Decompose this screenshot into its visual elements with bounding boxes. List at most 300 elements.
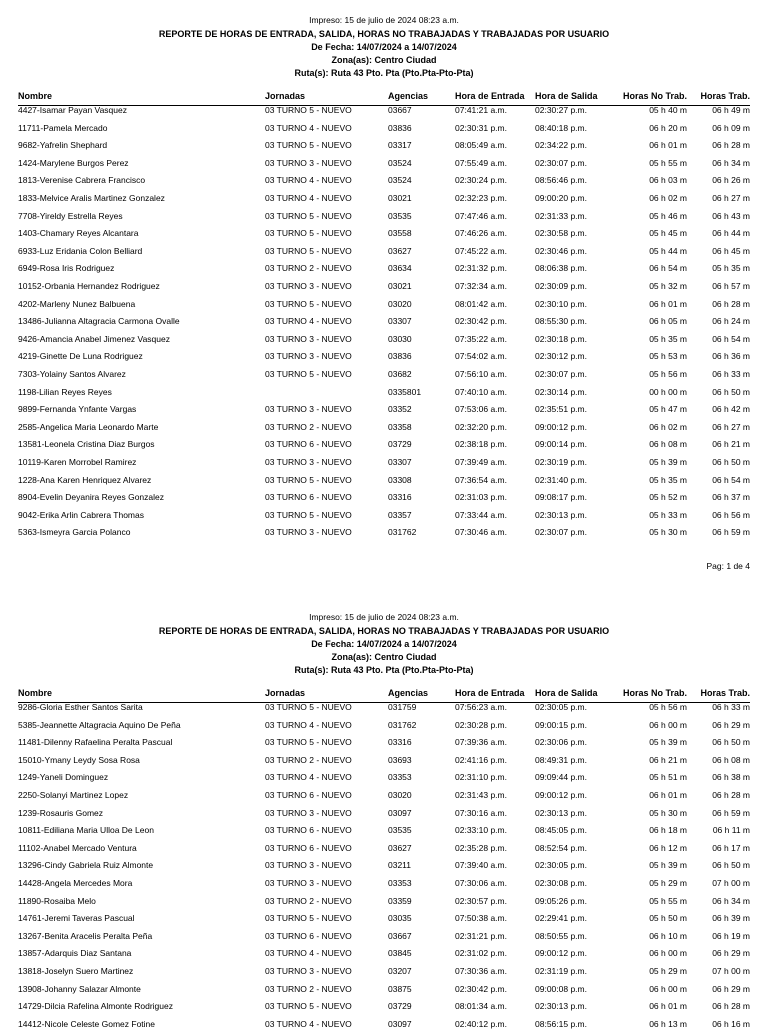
cell-out: 08:49:31 p.m. — [535, 754, 587, 765]
cell-not-worked: 05 h 40 m — [649, 105, 687, 115]
cell-not-worked: 05 h 30 m — [649, 527, 687, 538]
cell-in: 07:35:22 a.m. — [455, 333, 507, 344]
cell-in: 07:56:10 a.m. — [455, 369, 507, 379]
table-row — [0, 876, 768, 890]
cell-in: 02:31:21 p.m. — [455, 930, 507, 941]
cell-agency: 03836 — [388, 122, 412, 133]
cell-shift: 03 TURNO 3 - NUEVO — [265, 807, 352, 818]
cell-in: 02:30:57 p.m. — [455, 895, 507, 906]
cell-out: 02:29:41 p.m. — [535, 913, 587, 924]
cell-worked: 06 h 24 m — [712, 316, 750, 327]
cell-in: 07:30:06 a.m. — [455, 878, 507, 888]
cell-out: 02:30:07 p.m. — [535, 369, 587, 379]
cell-out: 09:00:20 p.m. — [535, 193, 587, 203]
cell-shift: 03 TURNO 5 - NUEVO — [265, 474, 352, 485]
routes-filter: Ruta(s): Ruta 43 Pto. Pta (Pto.Pta-Pto-Pta) — [294, 665, 474, 675]
cell-agency: 03535 — [388, 210, 412, 221]
cell-out: 02:30:27 p.m. — [535, 105, 587, 115]
cell-agency: 031762 — [388, 527, 417, 538]
cell-out: 08:52:54 p.m. — [535, 842, 587, 853]
cell-agency: 03035 — [388, 913, 412, 924]
cell-shift: 03 TURNO 5 - NUEVO — [265, 105, 352, 115]
cell-not-worked: 05 h 29 m — [649, 878, 687, 888]
cell-worked: 05 h 35 m — [712, 263, 750, 274]
cell-name: 11102-Anabel Mercado Ventura — [18, 842, 137, 853]
cell-in: 07:41:21 a.m. — [455, 105, 507, 115]
cell-worked: 06 h 26 m — [712, 175, 750, 186]
cell-name: 4427-Isamar Payan Vasquez — [18, 105, 127, 115]
cell-not-worked: 06 h 01 m — [649, 298, 687, 309]
cell-worked: 06 h 28 m — [712, 1001, 750, 1012]
table-row — [0, 261, 768, 275]
cell-shift: 03 TURNO 5 - NUEVO — [265, 509, 352, 520]
table-row — [0, 525, 768, 539]
cell-in: 07:39:40 a.m. — [455, 860, 507, 871]
cell-worked: 06 h 43 m — [712, 210, 750, 221]
cell-name: 13818-Joselyn Suero Martinez — [18, 966, 134, 976]
cell-not-worked: 05 h 55 m — [649, 157, 687, 168]
cell-out: 08:56:15 p.m. — [535, 1018, 587, 1029]
zones-filter: Zona(as): Centro Ciudad — [331, 652, 437, 662]
col-not-worked-header: Horas No Trab. — [622, 91, 687, 101]
cell-name: 13857-Adarquis Diaz Santana — [18, 948, 132, 959]
table-row — [0, 138, 768, 152]
cell-name: 9682-Yafrelin Shephard — [18, 140, 108, 151]
cell-in: 02:41:16 p.m. — [455, 754, 507, 765]
cell-agency: 03307 — [388, 316, 412, 327]
cell-shift: 03 TURNO 5 - NUEVO — [265, 737, 352, 748]
cell-name: 13296-Cindy Gabriela Ruiz Almonte — [18, 860, 154, 871]
cell-out: 08:56:46 p.m. — [535, 175, 587, 186]
cell-shift: 03 TURNO 5 - NUEVO — [265, 369, 352, 379]
cell-out: 09:00:12 p.m. — [535, 790, 587, 800]
cell-agency: 03316 — [388, 492, 412, 503]
cell-not-worked: 06 h 12 m — [649, 842, 687, 853]
cell-worked: 06 h 59 m — [712, 527, 750, 538]
table-row — [0, 121, 768, 135]
cell-worked: 06 h 45 m — [712, 245, 750, 256]
cell-out: 02:30:13 p.m. — [535, 807, 587, 818]
cell-not-worked: 05 h 55 m — [649, 895, 687, 906]
cell-shift: 03 TURNO 2 - NUEVO — [265, 983, 352, 994]
cell-in: 07:54:02 a.m. — [455, 351, 507, 362]
date-range: De Fecha: 14/07/2024 a 14/07/2024 — [311, 42, 457, 52]
cell-name: 8904-Evelin Deyanira Reyes Gonzalez — [18, 492, 164, 503]
table-row — [0, 437, 768, 451]
cell-agency: 03535 — [388, 825, 412, 836]
table-row — [0, 173, 768, 187]
table-row — [0, 332, 768, 346]
cell-worked: 06 h 50 m — [712, 457, 750, 467]
cell-not-worked: 05 h 56 m — [649, 369, 687, 379]
cell-worked: 06 h 29 m — [712, 719, 750, 730]
cell-shift: 03 TURNO 6 - NUEVO — [265, 825, 352, 836]
routes-filter: Ruta(s): Ruta 43 Pto. Pta (Pto.Pta-Pto-Pta) — [294, 68, 474, 78]
report-title: REPORTE DE HORAS DE ENTRADA, SALIDA, HORAS NO TRABAJADAS Y TRABAJADAS POR USUARIO — [158, 626, 610, 636]
table-row — [0, 314, 768, 328]
cell-in: 02:35:28 p.m. — [455, 842, 507, 853]
cell-agency: 031762 — [388, 719, 417, 730]
cell-not-worked: 05 h 52 m — [649, 492, 687, 503]
cell-worked: 07 h 00 m — [712, 966, 750, 976]
cell-out: 02:30:13 p.m. — [535, 509, 587, 520]
cell-worked: 06 h 56 m — [712, 509, 750, 520]
cell-agency: 03634 — [388, 263, 412, 274]
cell-shift: 03 TURNO 6 - NUEVO — [265, 439, 352, 450]
cell-in: 02:31:10 p.m. — [455, 772, 507, 783]
cell-agency: 03357 — [388, 509, 412, 520]
cell-out: 02:30:08 p.m. — [535, 878, 587, 888]
cell-shift: 03 TURNO 2 - NUEVO — [265, 895, 352, 906]
cell-worked: 06 h 49 m — [712, 105, 750, 115]
cell-worked: 06 h 34 m — [712, 895, 750, 906]
cell-not-worked: 05 h 53 m — [649, 351, 687, 362]
cell-in: 02:30:28 p.m. — [455, 719, 507, 730]
cell-shift: 03 TURNO 5 - NUEVO — [265, 245, 352, 256]
cell-in: 02:30:31 p.m. — [455, 122, 507, 133]
cell-worked: 06 h 50 m — [712, 860, 750, 871]
cell-name: 1833-Melvice Aralis Martinez Gonzalez — [18, 193, 165, 203]
cell-agency: 03307 — [388, 457, 412, 467]
col-in-header: Hora de Entrada — [455, 91, 525, 101]
col-name-header: Nombre — [18, 91, 53, 101]
cell-in: 02:30:42 p.m. — [455, 983, 507, 994]
cell-name: 9426-Amancia Anabel Jimenez Vasquez — [18, 333, 170, 344]
cell-in: 07:53:06 a.m. — [455, 404, 507, 415]
cell-shift: 03 TURNO 3 - NUEVO — [265, 860, 352, 871]
cell-agency: 03317 — [388, 140, 412, 151]
cell-worked: 06 h 44 m — [712, 228, 750, 239]
cell-in: 07:46:26 a.m. — [455, 228, 507, 239]
table-row — [0, 402, 768, 416]
cell-in: 07:30:16 a.m. — [455, 807, 507, 818]
cell-shift: 03 TURNO 6 - NUEVO — [265, 842, 352, 853]
table-row — [0, 103, 768, 117]
cell-not-worked: 06 h 13 m — [649, 1018, 687, 1029]
col-shift-header: Jornadas — [265, 91, 306, 101]
cell-name: 14428-Angela Mercedes Mora — [18, 878, 133, 888]
table-row — [0, 191, 768, 205]
cell-not-worked: 06 h 03 m — [649, 175, 687, 186]
cell-shift: 03 TURNO 4 - NUEVO — [265, 948, 352, 959]
cell-shift: 03 TURNO 4 - NUEVO — [265, 122, 352, 133]
cell-in: 07:55:49 a.m. — [455, 157, 507, 168]
table-row — [0, 806, 768, 820]
table-row — [0, 718, 768, 732]
cell-not-worked: 06 h 00 m — [649, 719, 687, 730]
cell-shift: 03 TURNO 6 - NUEVO — [265, 930, 352, 941]
cell-name: 4202-Marleny Nunez Balbuena — [18, 298, 136, 309]
cell-name: 11711-Pamela Mercado — [18, 122, 108, 133]
cell-not-worked: 06 h 21 m — [649, 754, 687, 765]
table-row — [0, 490, 768, 504]
cell-name: 10119-Karen Morrobel Ramirez — [18, 457, 137, 467]
cell-worked: 06 h 11 m — [712, 825, 750, 836]
cell-agency: 03693 — [388, 754, 412, 765]
table-row — [0, 349, 768, 363]
cell-not-worked: 06 h 01 m — [649, 1001, 687, 1012]
cell-worked: 06 h 17 m — [712, 842, 750, 853]
table-row — [0, 964, 768, 978]
cell-worked: 06 h 54 m — [712, 333, 750, 344]
cell-agency: 03836 — [388, 351, 412, 362]
cell-not-worked: 05 h 51 m — [649, 772, 687, 783]
cell-name: 1424-Marylene Burgos Perez — [18, 157, 129, 168]
table-row — [0, 735, 768, 749]
cell-not-worked: 06 h 00 m — [649, 983, 687, 994]
cell-shift: 03 TURNO 4 - NUEVO — [265, 316, 352, 327]
cell-name: 13486-Julianna Altagracia Carmona Ovalle — [18, 316, 180, 327]
cell-worked: 06 h 57 m — [712, 281, 750, 291]
cell-agency: 03030 — [388, 333, 412, 344]
cell-not-worked: 05 h 33 m — [649, 509, 687, 520]
cell-in: 07:56:23 a.m. — [455, 702, 507, 712]
cell-shift: 03 TURNO 6 - NUEVO — [265, 790, 352, 800]
cell-agency: 03021 — [388, 281, 412, 291]
cell-in: 07:33:44 a.m. — [455, 509, 507, 520]
cell-not-worked: 05 h 45 m — [649, 228, 687, 239]
table-row — [0, 841, 768, 855]
cell-in: 02:30:24 p.m. — [455, 175, 507, 186]
cell-in: 02:30:42 p.m. — [455, 316, 507, 327]
cell-agency: 03359 — [388, 895, 412, 906]
cell-agency: 03845 — [388, 948, 412, 959]
cell-in: 07:30:46 a.m. — [455, 527, 507, 538]
cell-out: 02:30:05 p.m. — [535, 860, 587, 871]
cell-shift: 03 TURNO 5 - NUEVO — [265, 1001, 352, 1012]
printed-date: Impreso: 15 de julio de 2024 08:23 a.m. — [309, 612, 459, 622]
cell-in: 07:45:22 a.m. — [455, 245, 507, 256]
cell-out: 02:30:12 p.m. — [535, 351, 587, 362]
cell-worked: 06 h 50 m — [712, 737, 750, 748]
cell-not-worked: 05 h 46 m — [649, 210, 687, 221]
cell-agency: 03211 — [388, 860, 412, 871]
cell-shift: 03 TURNO 3 - NUEVO — [265, 527, 352, 538]
table-row — [0, 999, 768, 1013]
cell-agency: 03682 — [388, 369, 412, 379]
table-row — [0, 473, 768, 487]
cell-out: 02:30:07 p.m. — [535, 527, 587, 538]
cell-out: 08:50:55 p.m. — [535, 930, 587, 941]
table-row — [0, 455, 768, 469]
cell-shift: 03 TURNO 5 - NUEVO — [265, 228, 352, 239]
col-shift-header: Jornadas — [265, 688, 306, 698]
col-agency-header: Agencias — [388, 91, 429, 101]
cell-worked: 06 h 27 m — [712, 193, 750, 203]
col-not-worked-header: Horas No Trab. — [622, 688, 687, 698]
cell-not-worked: 05 h 39 m — [649, 457, 687, 467]
table-row — [0, 244, 768, 258]
cell-agency: 03316 — [388, 737, 412, 748]
cell-not-worked: 05 h 35 m — [649, 333, 687, 344]
cell-worked: 06 h 38 m — [712, 772, 750, 783]
cell-shift: 03 TURNO 2 - NUEVO — [265, 263, 352, 274]
cell-worked: 06 h 54 m — [712, 474, 750, 485]
cell-agency: 03353 — [388, 772, 412, 783]
cell-agency: 03729 — [388, 1001, 412, 1012]
cell-name: 14729-Dilcia Rafelina Almonte Rodriguez — [18, 1001, 173, 1012]
cell-in: 02:33:10 p.m. — [455, 825, 507, 836]
cell-in: 07:36:54 a.m. — [455, 474, 507, 485]
page-number: Pag: 1 de 4 — [706, 561, 750, 571]
cell-name: 1228-Ana Karen Henriquez Alvarez — [18, 474, 152, 485]
cell-shift: 03 TURNO 4 - NUEVO — [265, 1018, 352, 1029]
table-row — [0, 420, 768, 434]
cell-out: 09:00:12 p.m. — [535, 421, 587, 432]
cell-agency: 03627 — [388, 842, 412, 853]
cell-not-worked: 06 h 18 m — [649, 825, 687, 836]
cell-name: 7303-Yolainy Santos Alvarez — [18, 369, 126, 379]
cell-shift: 03 TURNO 2 - NUEVO — [265, 754, 352, 765]
col-out-header: Hora de Salida — [535, 91, 598, 101]
cell-name: 5385-Jeannette Altagracia Aquino De Peña — [18, 719, 181, 730]
cell-out: 02:30:46 p.m. — [535, 245, 587, 256]
cell-out: 02:30:05 p.m. — [535, 702, 587, 712]
cell-worked: 06 h 42 m — [712, 404, 750, 415]
cell-not-worked: 05 h 30 m — [649, 807, 687, 818]
cell-not-worked: 05 h 44 m — [649, 245, 687, 256]
printed-date: Impreso: 15 de julio de 2024 08:23 a.m. — [309, 15, 459, 25]
cell-not-worked: 06 h 05 m — [649, 316, 687, 327]
cell-shift: 03 TURNO 3 - NUEVO — [265, 281, 352, 291]
cell-agency: 03097 — [388, 1018, 412, 1029]
cell-worked: 06 h 33 m — [712, 702, 750, 712]
cell-agency: 0335801 — [388, 386, 422, 397]
cell-name: 7708-Yireldy Estrella Reyes — [18, 210, 123, 221]
cell-shift: 03 TURNO 3 - NUEVO — [265, 333, 352, 344]
cell-in: 02:31:32 p.m. — [455, 263, 507, 274]
cell-name: 15010-Ymany Leydy Sosa Rosa — [18, 754, 140, 765]
col-name-header: Nombre — [18, 688, 53, 698]
cell-in: 08:01:34 a.m. — [455, 1001, 507, 1012]
cell-in: 08:01:42 a.m. — [455, 298, 507, 309]
cell-agency: 03558 — [388, 228, 412, 239]
cell-in: 07:47:46 a.m. — [455, 210, 507, 221]
cell-name: 10152-Orbania Hernandez Rodriguez — [18, 281, 160, 291]
cell-shift: 03 TURNO 5 - NUEVO — [265, 702, 352, 712]
cell-out: 02:31:33 p.m. — [535, 210, 587, 221]
cell-not-worked: 06 h 08 m — [649, 439, 687, 450]
cell-shift: 03 TURNO 3 - NUEVO — [265, 351, 352, 362]
cell-agency: 03667 — [388, 105, 412, 115]
cell-not-worked: 06 h 02 m — [649, 193, 687, 203]
cell-not-worked: 06 h 10 m — [649, 930, 687, 941]
cell-name: 4219-Ginette De Luna Rodriguez — [18, 351, 143, 362]
cell-in: 08:05:49 a.m. — [455, 140, 507, 151]
cell-name: 13908-Johanny Salazar Almonte — [18, 983, 141, 994]
table-row — [0, 982, 768, 996]
table-row — [0, 753, 768, 767]
cell-worked: 06 h 28 m — [712, 790, 750, 800]
cell-out: 09:00:12 p.m. — [535, 948, 587, 959]
cell-shift: 03 TURNO 5 - NUEVO — [265, 298, 352, 309]
cell-out: 02:30:13 p.m. — [535, 1001, 587, 1012]
report-title: REPORTE DE HORAS DE ENTRADA, SALIDA, HORAS NO TRABAJADAS Y TRABAJADAS POR USUARIO — [158, 29, 610, 39]
cell-agency: 03353 — [388, 878, 412, 888]
cell-worked: 06 h 59 m — [712, 807, 750, 818]
cell-not-worked: 05 h 56 m — [649, 702, 687, 712]
col-in-header: Hora de Entrada — [455, 688, 525, 698]
cell-worked: 06 h 19 m — [712, 930, 750, 941]
cell-shift: 03 TURNO 5 - NUEVO — [265, 913, 352, 924]
cell-in: 02:32:20 p.m. — [455, 421, 507, 432]
cell-out: 02:35:51 p.m. — [535, 404, 587, 415]
cell-agency: 03667 — [388, 930, 412, 941]
cell-out: 09:00:08 p.m. — [535, 983, 587, 994]
cell-agency: 03524 — [388, 175, 412, 186]
cell-in: 02:31:02 p.m. — [455, 948, 507, 959]
cell-not-worked: 06 h 54 m — [649, 263, 687, 274]
cell-agency: 03020 — [388, 790, 412, 800]
cell-name: 1403-Chamary Reyes Alcantara — [18, 228, 139, 239]
cell-agency: 03875 — [388, 983, 412, 994]
cell-out: 09:09:44 p.m. — [535, 772, 587, 783]
cell-worked: 06 h 27 m — [712, 421, 750, 432]
table-row — [0, 385, 768, 399]
cell-worked: 06 h 36 m — [712, 351, 750, 362]
cell-out: 08:40:18 p.m. — [535, 122, 587, 133]
table-row — [0, 508, 768, 522]
cell-agency: 03207 — [388, 966, 412, 976]
zones-filter: Zona(as): Centro Ciudad — [331, 55, 437, 65]
cell-not-worked: 00 h 00 m — [649, 386, 687, 397]
cell-in: 07:30:36 a.m. — [455, 966, 507, 976]
table-row — [0, 297, 768, 311]
date-range: De Fecha: 14/07/2024 a 14/07/2024 — [311, 639, 457, 649]
cell-shift: 03 TURNO 3 - NUEVO — [265, 457, 352, 467]
cell-out: 09:00:15 p.m. — [535, 719, 587, 730]
col-out-header: Hora de Salida — [535, 688, 598, 698]
cell-out: 09:08:17 p.m. — [535, 492, 587, 503]
table-row — [0, 226, 768, 240]
cell-shift: 03 TURNO 6 - NUEVO — [265, 492, 352, 503]
cell-name: 10811-Ediliana Maria Ulloa De Leon — [18, 825, 154, 836]
cell-worked: 06 h 08 m — [712, 754, 750, 765]
cell-not-worked: 06 h 01 m — [649, 790, 687, 800]
cell-name: 1239-Rosauris Gomez — [18, 807, 104, 818]
cell-out: 02:31:40 p.m. — [535, 474, 587, 485]
cell-out: 02:30:19 p.m. — [535, 457, 587, 467]
cell-name: 11481-Dilenny Rafaelina Peralta Pascual — [18, 737, 173, 748]
cell-in: 02:32:23 p.m. — [455, 193, 507, 203]
cell-shift: 03 TURNO 3 - NUEVO — [265, 157, 352, 168]
cell-agency: 03627 — [388, 245, 412, 256]
cell-out: 08:55:30 p.m. — [535, 316, 587, 327]
cell-name: 14412-Nicole Celeste Gomez Fotine — [18, 1018, 156, 1029]
cell-worked: 06 h 34 m — [712, 157, 750, 168]
cell-out: 02:30:10 p.m. — [535, 298, 587, 309]
cell-name: 13267-Benita Aracelis Peralta Peña — [18, 930, 153, 941]
cell-name: 2585-Angelica Maria Leonardo Marte — [18, 421, 159, 432]
cell-agency: 03352 — [388, 404, 412, 415]
cell-shift: 03 TURNO 4 - NUEVO — [265, 719, 352, 730]
cell-shift: 03 TURNO 5 - NUEVO — [265, 140, 352, 151]
cell-out: 09:05:26 p.m. — [535, 895, 587, 906]
cell-worked: 06 h 29 m — [712, 983, 750, 994]
table-row — [0, 946, 768, 960]
cell-out: 02:30:06 p.m. — [535, 737, 587, 748]
table-row — [0, 700, 768, 714]
cell-not-worked: 05 h 50 m — [649, 913, 687, 924]
cell-name: 1249-Yaneli Dominguez — [18, 772, 109, 783]
cell-worked: 06 h 28 m — [712, 298, 750, 309]
table-row — [0, 858, 768, 872]
cell-out: 02:30:18 p.m. — [535, 333, 587, 344]
cell-shift: 03 TURNO 3 - NUEVO — [265, 878, 352, 888]
cell-shift: 03 TURNO 3 - NUEVO — [265, 966, 352, 976]
cell-agency: 03020 — [388, 298, 412, 309]
cell-name: 5363-Ismeyra Garcia Polanco — [18, 527, 131, 538]
